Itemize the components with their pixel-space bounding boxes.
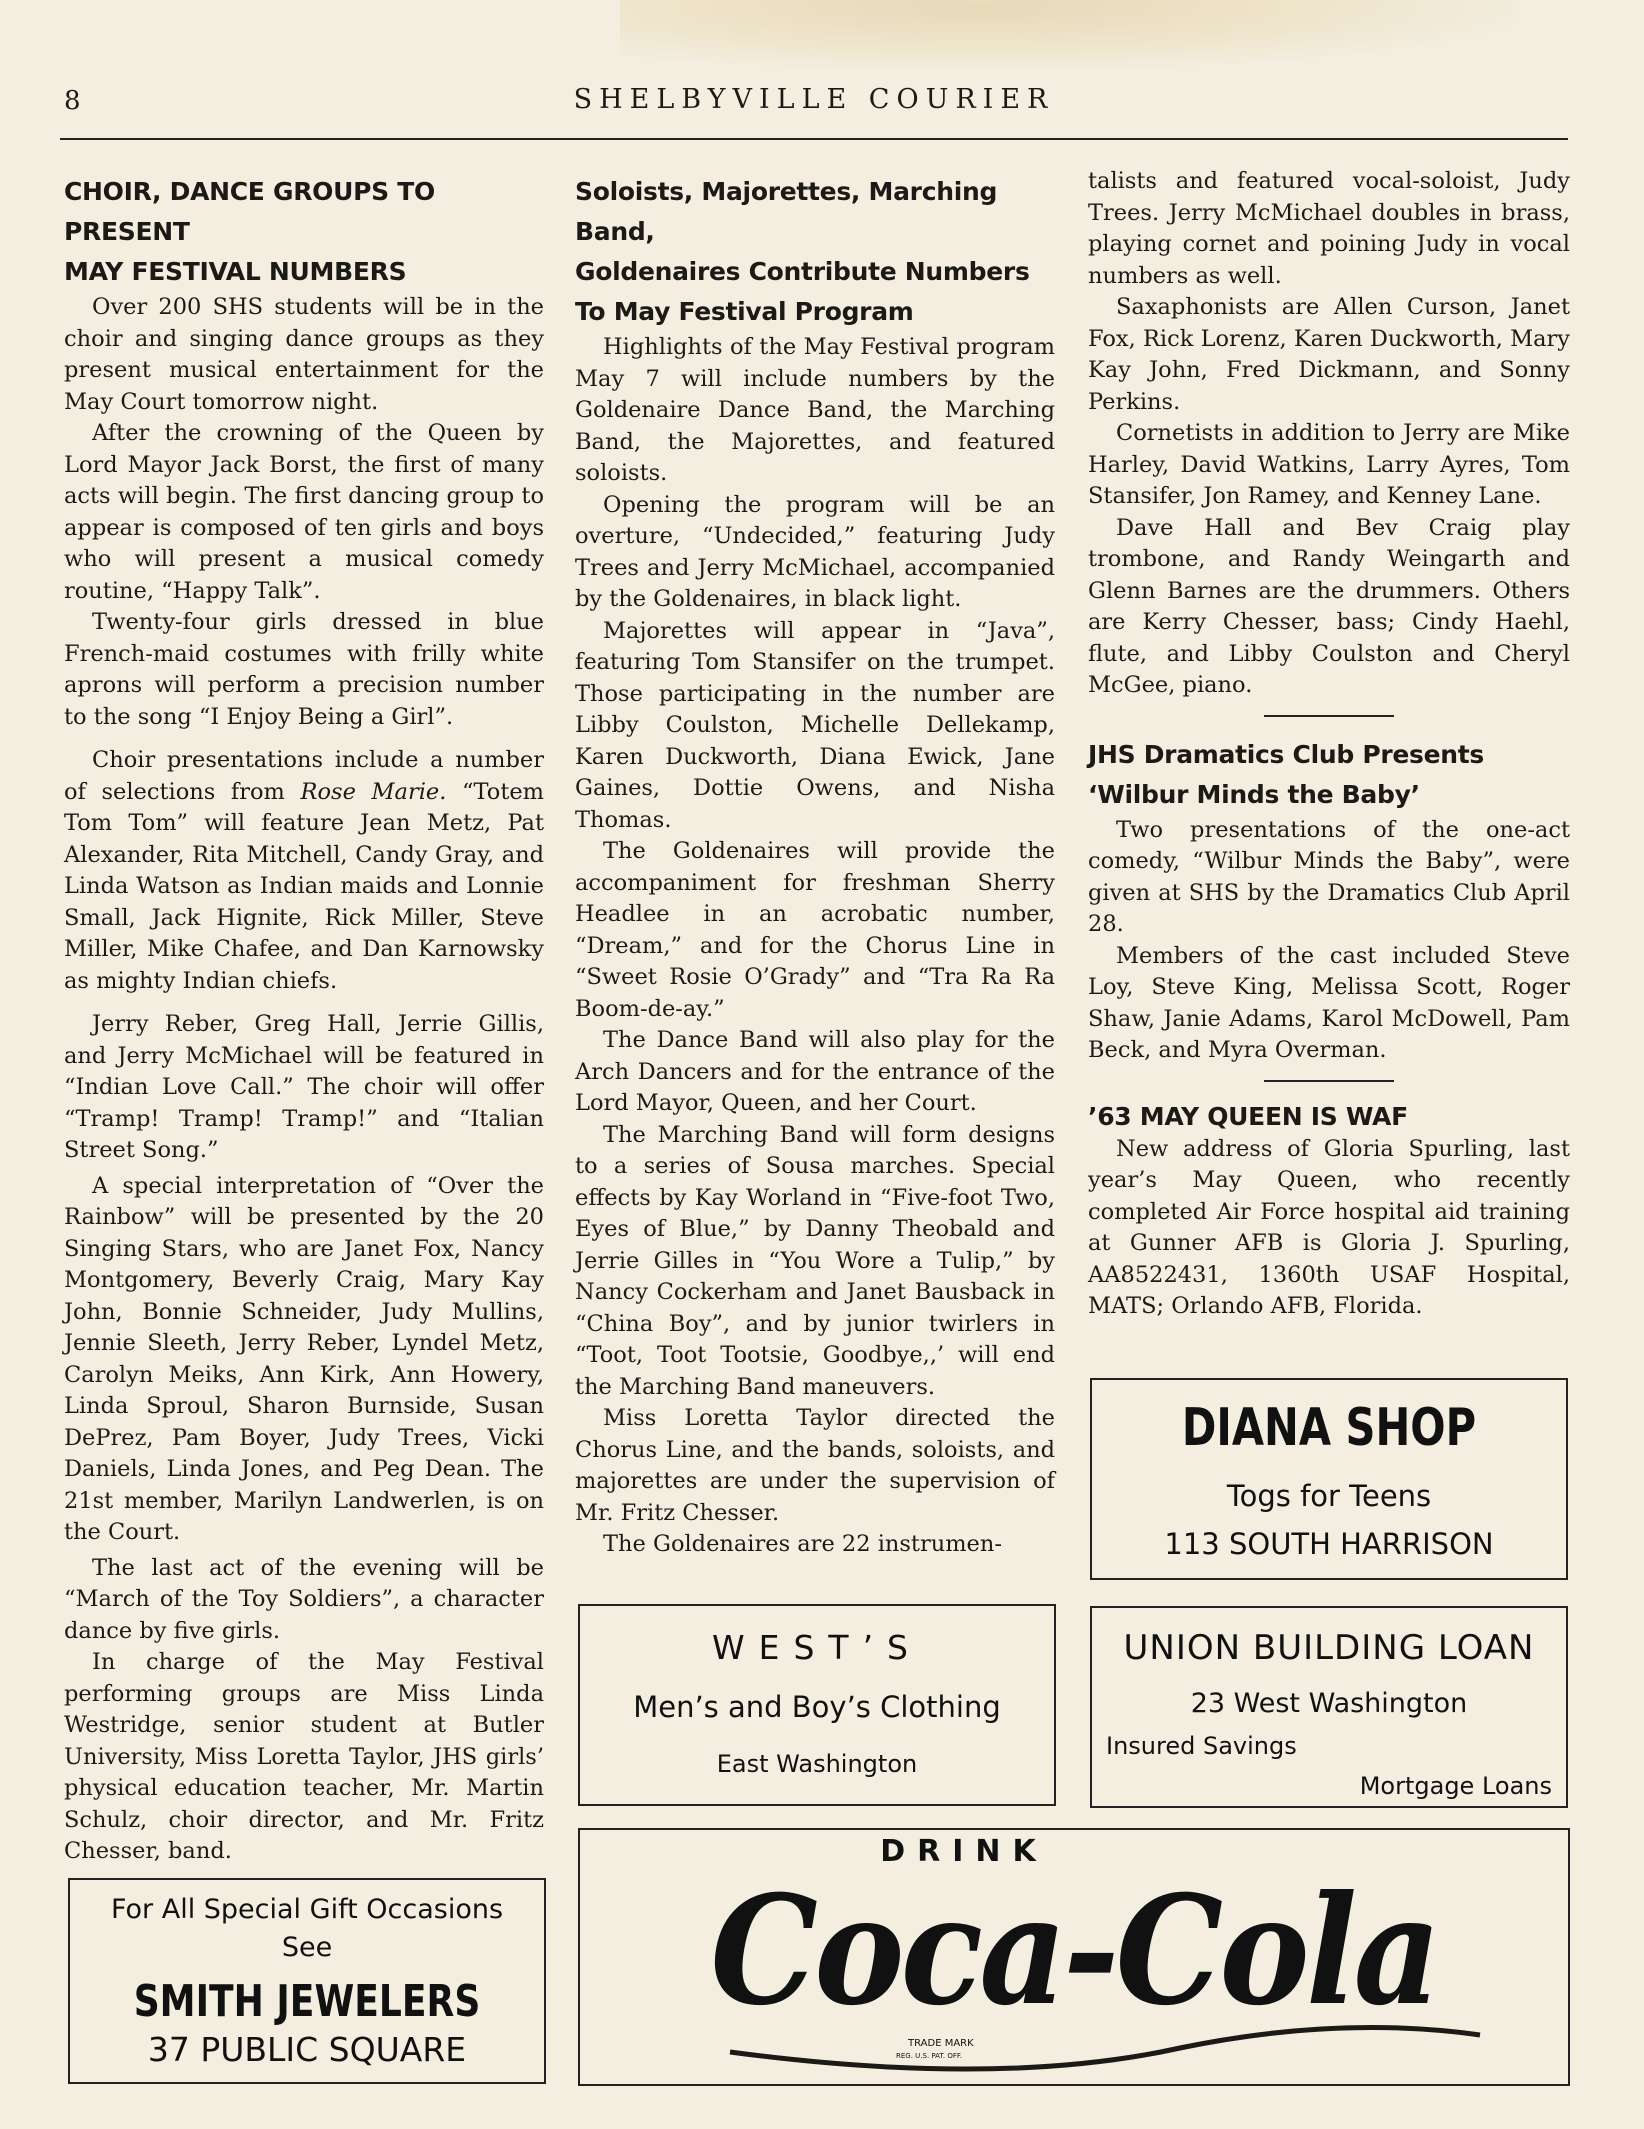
ad-line: See [281, 1932, 333, 1963]
union-building-loan-ad [1090, 1606, 1568, 1808]
paragraph: Highlights of the May Festival program May 7 will include numbers by the Goldenaire Dance Band, the Marching Band, the Majorettes, and featured soloists. [575, 334, 1055, 486]
paragraph: The Goldenaires will provide the accompaniment for freshman Sherry Headlee in an acrobatic number, “Dream,” and for the Chorus Line in “Sweet Rosie O’Grady” and “Tra Ra Ra Boom-de-ay.” [575, 838, 1055, 1022]
paragraph: Jerry Reber, Greg Hall, Jerrie Gillis, and Jerry McMichael will be featured in “Indian Love Call.” The choir will offer “Tramp! Tramp! Tramp!” and “Italian Street Song.” [64, 1011, 544, 1163]
divider [1264, 715, 1394, 717]
paragraph: After the crowning of the Queen by Lord Mayor Jack Borst, the first of many acts will begin. The first dancing group to appear is composed of ten girls and boys who will present a musical comedy routine, “Happy Talk”. [64, 420, 544, 604]
paragraph: The last act of the evening will be “March of the Toy Soldiers”, a character dance by five girls. [64, 1554, 544, 1644]
paragraph: talists and featured vocal-soloist, Judy Trees. Jerry McMichael doubles in brass, playing cornet and poining Judy in vocal numbers as well. [1088, 168, 1570, 289]
registered-text: REG. U.S. PAT. OFF. [896, 2052, 962, 2060]
soloists-headline: Soloists, Majorettes, Marching Band, Goldenaires Contribute Numbers To May Festival Program [575, 177, 1030, 326]
coca-cola-ad [578, 1828, 1570, 2086]
logo-swash [580, 1830, 1572, 2088]
paragraph: A special interpretation of “Over the Rainbow” will be presented by the 20 Singing Stars, who are Janet Fox, Nancy Montgomery, Beverly Craig, Mary Kay John, Bonnie Schneider, Judy Mullins, Jennie Sleeth, Jerry Reber, Lyndel Metz, Carolyn Meiks, Ann Kirk, Ann Howery, Linda Sproul, Sharon Burnside, Susan DePrez, Pam Boyer, Judy Trees, Vicki Daniels, Linda Jones, and Peg Dean. The 21st member, Marilyn Landwerlen, is on the Court. [64, 1172, 544, 1545]
paragraph: Saxaphonists are Allen Curson, Janet Fox, Rick Lorenz, Karen Duckworth, Mary Kay John, Fred Dickmann, and Sonny Perkins. [1088, 294, 1570, 415]
trademark-text: TRADE MARK [908, 2038, 974, 2049]
column-3 [1088, 166, 1570, 1323]
ad-name: WEST’S [711, 1628, 923, 1667]
ad-line-right: Mortgage Loans [1359, 1772, 1552, 1800]
choir-headline: CHOIR, DANCE GROUPS TO PRESENT MAY FESTIVAL NUMBERS [64, 177, 435, 286]
ad-line: For All Special Gift Occasions [110, 1894, 504, 1925]
paragraph: Opening the program will be an overture, “Undecided,” featuring Judy Trees and Jerry McMichael, accompanied by the Goldenaires, in black light. [575, 491, 1055, 612]
paragraph: Members of the cast included Steve Loy, Steve King, Melissa Scott, Roger Shaw, Janie Adams, Karol McDowell, Pam Beck, and Myra Overman. [1088, 942, 1570, 1063]
logo-swash-curve [730, 2027, 1480, 2069]
column-2 [575, 172, 1055, 1561]
paragraph: Twenty-four girls dressed in blue French-maid costumes with frilly white aprons will perform a precision number to the song “I Enjoy Being a Girl”. [64, 609, 544, 730]
paragraph: In charge of the May Festival performing groups are Miss Linda Westridge, senior student at Butler University, Miss Loretta Taylor, JHS girls’ physical education teacher, Mr. Martin Schulz, choir director, and Mr. Fritz Chesser, band. [64, 1649, 544, 1864]
paragraph: The Dance Band will also play for the Arch Dancers and for the entrance of the Lord Mayor, Queen, and her Court. [575, 1027, 1055, 1116]
paragraph: Dave Hall and Bev Craig play trombone, and Randy Weingarth and Glenn Barnes are the drummers. Others are Kerry Chesser, bass; Cindy Haehl, flute, and Libby Coulston and Cheryl McGee, piano. [1088, 514, 1570, 698]
ad-line: Men’s and Boy’s Clothing [633, 1690, 1001, 1724]
paragraph: Two presentations of the one-act comedy, “Wilbur Minds the Baby”, were given at SHS by the Dramatics Club April 28. [1088, 816, 1570, 937]
ad-line: 113 SOUTH HARRISON [1164, 1527, 1494, 1561]
masthead: SHELBYVILLE COURIER [573, 84, 1055, 115]
ad-name: SMITH JEWELERS [133, 1976, 481, 2027]
paragraph: Majorettes will appear in “Java”, featuring Tom Stansifer on the trumpet. Those participating in the number are Libby Coulston, Michelle Dellekamp, Karen Duckworth, Diana Ewick, Jane Gaines, Dottie Owens, and Nisha Thomas. [575, 617, 1055, 833]
ad-line: East Washington [716, 1750, 918, 1778]
paragraph: New address of Gloria Spurling, last year’s May Queen, who recently completed Air Force hospital aid training at Gunner AFB is Gloria J. Spurling, AA8522431, 1360th USAF Hospital, MATS; Orlando AFB, Florida. [1088, 1135, 1570, 1319]
torn-paper-edge [620, 0, 1520, 70]
paragraph: Miss Loretta Taylor directed the Chorus Line, and the bands, soloists, and majorettes are under the supervision of Mr. Fritz Chesser. [575, 1405, 1055, 1526]
page-header [60, 78, 1568, 140]
ad-line: Togs for Teens [1226, 1479, 1432, 1513]
ad-address: 37 PUBLIC SQUARE [147, 2030, 467, 2069]
ad-name: DIANA SHOP [1181, 1398, 1477, 1458]
wests-ad [578, 1604, 1056, 1806]
diana-shop-ad [1090, 1378, 1568, 1580]
paragraph: Choir presentations include a number of selections from Rose Marie. “Totem Tom Tom” will feature Jean Metz, Pat Alexander, Rita Mitchell, Candy Gray, and Linda Watson as Indian maids and Lonnie Small, Jack Hignite, Rick Miller, Steve Miller, Mike Chafee, and Dan Karnowsky as mighty Indian chiefs. [64, 747, 545, 994]
dramatics-headline: JHS Dramatics Club Presents ‘Wilbur Minds the Baby’ [1088, 739, 1485, 809]
paragraph: Cornetists in addition to Jerry are Mike Harley, David Watkins, Larry Ayres, Tom Stansifer, Jon Ramey, and Kenney Lane. [1088, 420, 1570, 509]
divider [1264, 1080, 1394, 1082]
paragraph: The Marching Band will form designs to a series of Sousa marches. Special effects by Kay Worland in “Five-foot Two, Eyes of Blue,” by Danny Theobald and Jerrie Gilles in “You Wore a Tulip,” by Nancy Cockerham and Janet Bausback in “China Boy”, and by junior twirlers in “Toot, Toot Tootsie, Goodbye,,’ will end the Marching Band maneuvers. [575, 1121, 1055, 1400]
page-number: 8 [64, 86, 81, 116]
paragraph: The Goldenaires are 22 instrumen- [603, 1531, 1002, 1557]
queen-headline: ’63 MAY QUEEN IS WAF [1088, 1101, 1408, 1131]
coca-cola-logo: Coca-Cola [710, 1863, 1438, 2039]
smith-jewelers-ad [68, 1878, 546, 2084]
ad-line: 23 West Washington [1190, 1688, 1468, 1719]
ad-line-left: Insured Savings [1106, 1732, 1297, 1760]
paragraph: Over 200 SHS students will be in the choir and singing dance groups as they present musical entertainment for the May Court tomorrow night. [64, 294, 544, 415]
ad-name: UNION BUILDING LOAN [1123, 1628, 1535, 1668]
ad-drink: DRINK [880, 1834, 1048, 1869]
column-1 [64, 172, 544, 1868]
